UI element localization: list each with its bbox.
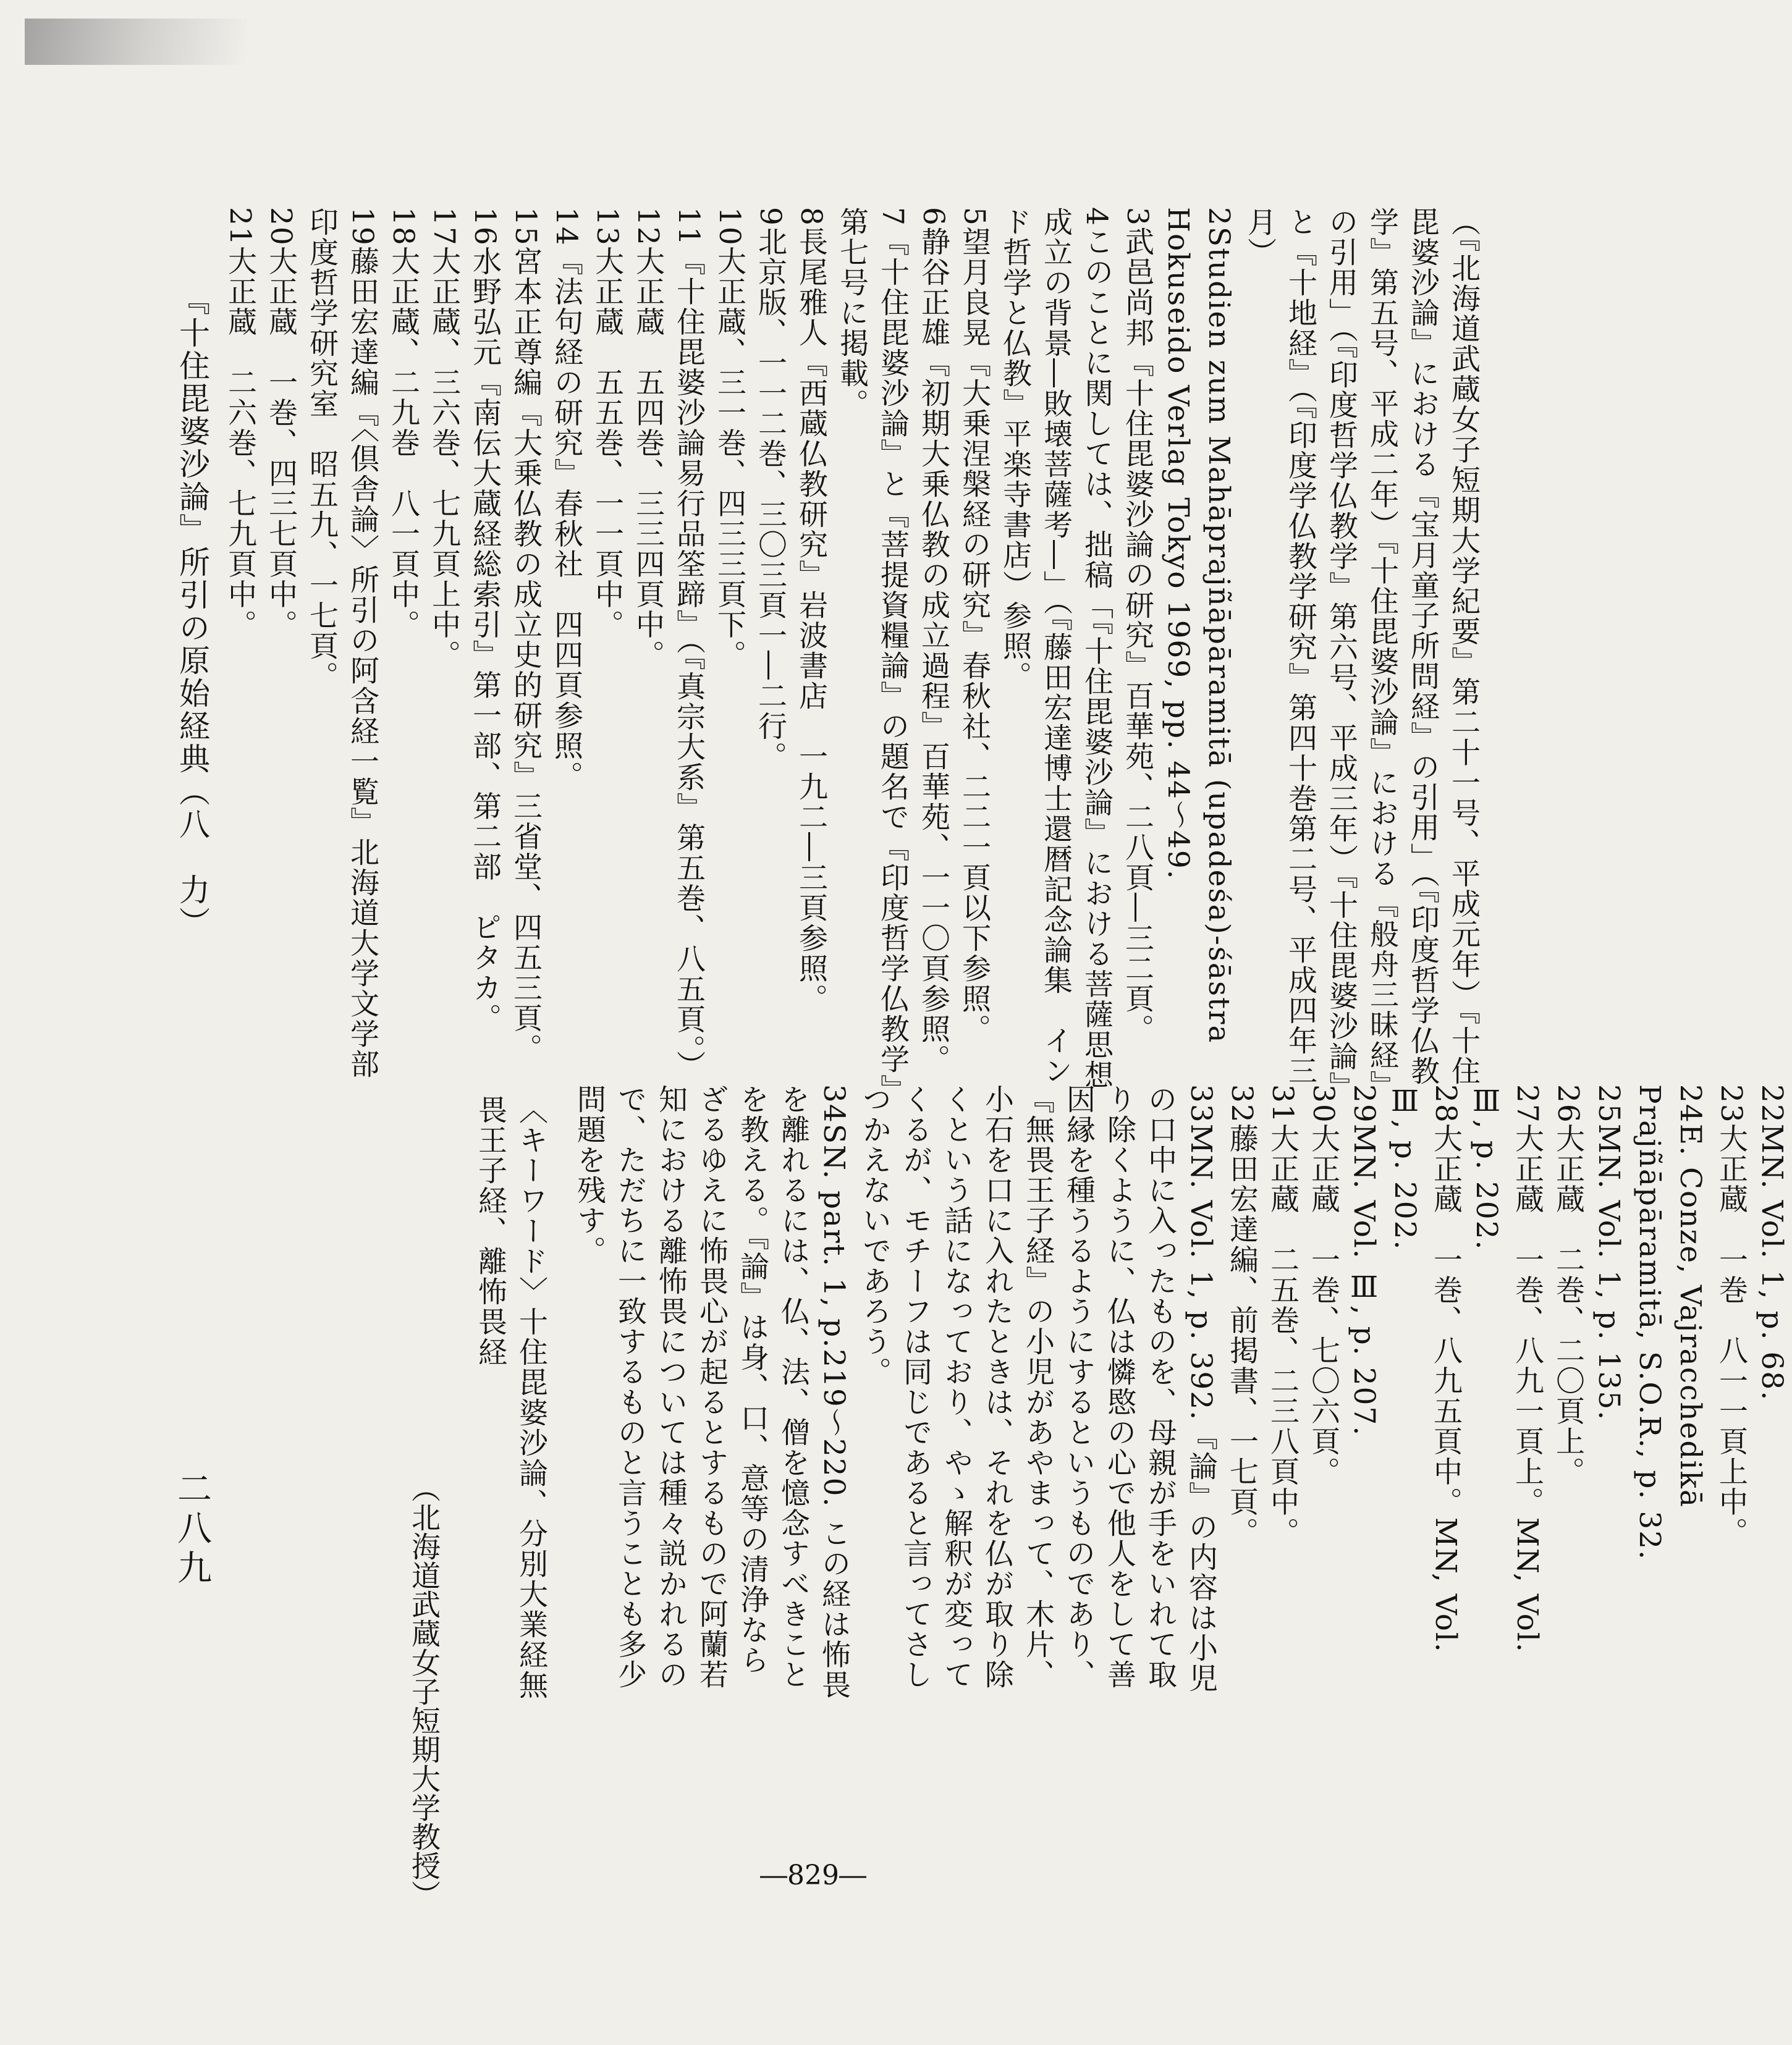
- footnote-number: 17: [427, 207, 461, 247]
- footnote-text: 宮本正尊編『大乗仏教の成立史的研究』三省堂、四五三頁。: [509, 246, 543, 1064]
- footnote-text: 望月良晃『大乗涅槃経の研究』春秋社、二二一頁以下参照。: [957, 226, 991, 1044]
- footnote-text: 大正蔵、三一巻、四三三頁下。: [712, 246, 746, 670]
- footnote-text: 大正蔵、二九巻 八一頁中。: [386, 246, 420, 640]
- footnote-number: 29: [1347, 1084, 1381, 1124]
- footnote-text: 大正蔵 一巻、八九五頁中。MN, Vol. Ⅲ, p. 202.: [1388, 1084, 1463, 1653]
- footnote-text: 藤田宏達編、前掲書、一七頁。: [1225, 1123, 1259, 1548]
- footnote-text: Studien zum Mahāprajñāpāramitā (upadeśa)-śāstra Hokuseido Verlag Tokyo 1969, pp. 44～49.: [1161, 207, 1236, 1044]
- footnote: [568, 1084, 854, 1702]
- footnote-text: 大正蔵 一巻、四三七頁中。: [264, 246, 298, 640]
- folio-number: 二八九: [172, 1470, 212, 1589]
- footnote-number: 14: [549, 207, 583, 247]
- footnote-number: 3: [1120, 207, 1154, 227]
- keywords: [470, 1094, 551, 1711]
- footnote: [1239, 207, 1484, 1109]
- footnote-number: 9: [753, 207, 787, 227]
- footnote-text: MN. Vol. 1, p. 392.『論』の内容は小児の口中に入ったものを、母親が手をいれて取り除くように、仏は憐愍の心で他人をして善因縁を種うるようにするというものであり、『無畏王子経』の小児があやまって、木片、小石を口に入れたときは、それを仏が取り除くという話になっており、やゝ解釈が変ってくるが、モチーフは同じであると言ってさしつかえないであろう。: [858, 1084, 1218, 1694]
- footnote: [1343, 1084, 1384, 1702]
- footnote: [1751, 1084, 1792, 1702]
- footnote-text: 水野弘元『南伝大蔵経総索引』第一部、第二部 ピタカ。: [468, 246, 502, 1034]
- footnote-text: 長尾雅人『西蔵仏教研究』岩波書店 一九二―三頁参照。: [794, 226, 828, 1014]
- footnote-text: 『十住毘婆沙論』と『菩提資糧論』の題名で『印度哲学仏教学』第七号に掲載。: [835, 207, 910, 1105]
- footnote: [668, 207, 709, 1109]
- footnote: [994, 207, 1117, 1109]
- footnote-text: MN. Vol. Ⅲ, p. 207.: [1347, 1123, 1381, 1437]
- footnote: [464, 207, 505, 1109]
- footnote-text: 大正蔵、三六巻、七九頁上中。: [427, 246, 461, 670]
- footnote: [219, 207, 260, 1109]
- footnote-number: 25: [1592, 1084, 1626, 1124]
- footnote: [1547, 1084, 1588, 1702]
- footnote: [790, 207, 831, 1109]
- footnote: [854, 1084, 1221, 1702]
- footnote-number: 8: [794, 207, 828, 227]
- footnote-text: （『北海道武蔵女子短期大学紀要』第二十一号、平成元年）『十住毘婆沙論』における『宝月童子所問経』の引用」（『印度哲学仏教学』第五号、平成二年）『十住毘婆沙論』における『般舟三昧経』の引用」（『印度哲学仏教学』第六号、平成三年）『十住毘婆沙論』と『十地経』（『印度学仏教学研究』第四十巻第二号、平成四年三月）: [1243, 207, 1481, 1102]
- notes-upper: [219, 207, 1484, 1109]
- footnote: [505, 207, 546, 1109]
- footnote-text: SN. part. 1, p.219～220. この経は怖畏を離れるには、仏、法、僧を憶念すべきことを教える。『論』は身、口、意等の清浄ならざるゆえに怖畏心が起るとするもので阿蘭若知における離怖畏については種々説かれるので、ただちに一致するものと言うことも多少問題を残す。: [572, 1084, 851, 1700]
- footnote-number: 27: [1510, 1084, 1544, 1124]
- keywords-label: 〈キーワード〉: [514, 1095, 548, 1307]
- footnote-number: 24: [1673, 1084, 1707, 1124]
- footnote-number: 28: [1429, 1084, 1463, 1124]
- footnote: [1384, 1084, 1466, 1702]
- footnote-text: 大正蔵 五五巻、一一頁中。: [590, 246, 624, 640]
- footnote: [831, 207, 913, 1109]
- notes-lower: [568, 1084, 1792, 1702]
- footnote: [546, 207, 586, 1109]
- footnote: [1588, 1084, 1629, 1702]
- footnote: [750, 207, 790, 1109]
- footnote-number: 32: [1225, 1084, 1259, 1124]
- footnote-text: 大正蔵 五四巻、三三四頁中。: [631, 246, 665, 670]
- footnote-text: 大正蔵 一巻 八一一頁上中。: [1714, 1123, 1748, 1548]
- footnote: [1262, 1084, 1303, 1702]
- footnote-number: 19: [345, 207, 379, 247]
- footnote-number: 22: [1755, 1084, 1789, 1124]
- footnote-number: 33: [1184, 1084, 1218, 1124]
- footnote-text: E. Conze, Vajracchedikā Prajñāpāramitā, S.O.R., p. 32.: [1633, 1084, 1707, 1561]
- footnote: [913, 207, 953, 1109]
- keywords-text: 十住毘婆沙論、分別大業経無畏王子経、離怖畏経: [473, 1095, 548, 1701]
- footnote: [586, 207, 627, 1109]
- footnote-number: 12: [631, 207, 665, 247]
- footnote-number: 16: [468, 207, 502, 247]
- scan-shadow: [25, 19, 247, 65]
- footnote: [301, 207, 382, 1109]
- footnote-text: 『法句経の研究』春秋社 四四頁参照。: [549, 246, 583, 791]
- footnote: [1466, 1084, 1547, 1702]
- footnote-text: 『十住毘婆沙論易行品筌蹄』（『真宗大系』第五巻、八五頁。）: [672, 246, 706, 1081]
- footnote-number: 23: [1714, 1084, 1748, 1124]
- footnote-number: 7: [876, 207, 910, 227]
- footnote-number: 18: [386, 207, 420, 247]
- footnote-text: 大正蔵 二六巻、七九頁中。: [223, 246, 257, 640]
- page-number: ―829―: [760, 1860, 866, 1891]
- footnote-number: 26: [1551, 1084, 1585, 1124]
- footnote: [1710, 1084, 1751, 1702]
- footnote: [1157, 207, 1239, 1109]
- footnote: [260, 207, 301, 1109]
- footnote-text: 静谷正雄『初期大乗仏教の成立過程』百華苑、一一〇頁参照。: [916, 226, 950, 1074]
- footnote: [709, 207, 750, 1109]
- footnote-number: 2: [1202, 207, 1236, 227]
- footnote-text: 大正蔵 一巻、八九一頁上。MN, Vol. Ⅲ, p. 202.: [1469, 1084, 1544, 1653]
- footnote-number: 20: [264, 207, 298, 247]
- footnote-text: 北京版、一一二巻、三〇三頁一―二行。: [753, 226, 787, 772]
- footnote-text: MN. Vol. 1, p. 68.: [1755, 1123, 1789, 1402]
- footnote-text: 大正蔵 一巻、七〇六頁。: [1306, 1123, 1340, 1487]
- footnote: [1303, 1084, 1343, 1702]
- author-affiliation: （北海道武蔵女子短期大学教授）: [407, 1474, 441, 1909]
- running-title: 『十住毘婆沙論』所引の原始経典（八 力）: [174, 284, 210, 939]
- footnote: [1221, 1084, 1262, 1702]
- footnote-number: 11: [672, 207, 706, 247]
- footnote-number: 13: [590, 207, 624, 247]
- footnote: [1117, 207, 1157, 1109]
- footnote-number: 10: [712, 207, 746, 247]
- footnote-text: 大正蔵 二巻、二〇頁上。: [1551, 1123, 1585, 1487]
- footnote-number: 6: [916, 207, 950, 227]
- footnote-number: 15: [509, 207, 543, 247]
- footnote: [423, 207, 464, 1109]
- footnote: [1629, 1084, 1710, 1702]
- footnote-text: 藤田宏達編『〈倶舎論〉所引の阿含経一覧』北海道大学文学部印度哲学研究室 昭五九、一七頁。: [305, 207, 379, 1080]
- footnote: [953, 207, 994, 1109]
- footnote-number: 5: [957, 207, 991, 227]
- footnote-number: 31: [1266, 1084, 1300, 1124]
- footnote-number: 21: [223, 207, 257, 247]
- footnote-number: 4: [1080, 207, 1114, 227]
- footnote-text: 大正蔵 二五巻、二三八頁中。: [1266, 1123, 1300, 1548]
- footnote: [627, 207, 668, 1109]
- footnote-number: 30: [1306, 1084, 1340, 1124]
- footnote: [382, 207, 423, 1109]
- footnote-text: このことに関しては、拙稿「『十住毘婆沙論』における菩薩思想成立の背景―敗壊菩薩考―」（『藤田宏達博士還暦記念論集 インド哲学と仏教』平楽寺書店）参照。: [998, 207, 1114, 1090]
- footnote-number: 34: [817, 1084, 851, 1124]
- footnote-text: MN. Vol. 1, p. 135.: [1592, 1123, 1626, 1422]
- footnote-text: 武邑尚邦『十住毘婆沙論の研究』百華苑、二八頁―三二頁。: [1120, 226, 1154, 1044]
